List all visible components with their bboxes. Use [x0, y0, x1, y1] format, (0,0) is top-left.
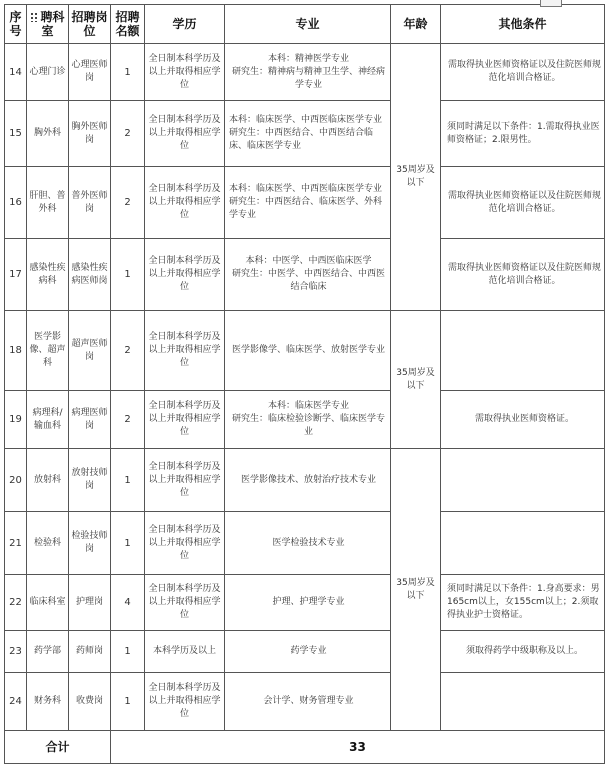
row-dept: 医学影像、超声科: [27, 311, 69, 391]
row-condition: 须同时满足以下条件：1.需取得执业医师资格证；2.限男性。: [441, 101, 605, 167]
row-position: 药师岗: [69, 631, 111, 673]
row-condition: 需取得执业医师资格证以及住院医师规范化培训合格证。: [441, 239, 605, 311]
row-position: 超声医师岗: [69, 311, 111, 391]
row-no: 20: [5, 449, 27, 512]
row-education: 全日制本科学历及以上并取得相应学位: [145, 44, 225, 101]
row-major: [225, 449, 391, 512]
table-row: [5, 575, 605, 631]
row-education: 全日制本科学历及以上并取得相应学位: [145, 575, 225, 631]
age-cell: 35周岁及以下: [391, 449, 441, 731]
major-line: 护理、护理学专业: [272, 597, 345, 607]
row-count: 2: [111, 311, 145, 391]
row-dept: 病理科/输血科: [27, 391, 69, 449]
row-position: 护理岗: [69, 575, 111, 631]
row-count: 1: [111, 44, 145, 101]
row-major: [225, 631, 391, 673]
row-major: [225, 44, 391, 101]
row-count: 1: [111, 239, 145, 311]
row-education: 全日制本科学历及以上并取得相应学位: [145, 101, 225, 167]
row-condition: 需取得执业医师资格证以及住院医师规范化培训合格证。: [441, 44, 605, 101]
row-condition: [441, 512, 605, 575]
row-count: 1: [111, 631, 145, 673]
row-no: 18: [5, 311, 27, 391]
table-row: [5, 44, 605, 101]
table-row: [5, 391, 605, 449]
age-cell: 35周岁及以下: [391, 311, 441, 449]
table-row: [5, 311, 605, 391]
row-major: [225, 391, 391, 449]
row-no: 16: [5, 167, 27, 239]
row-count: 2: [111, 167, 145, 239]
row-major: [225, 575, 391, 631]
header-position: 招聘岗位: [69, 5, 111, 44]
row-position: 收费岗: [69, 673, 111, 731]
header-age: 年龄: [391, 5, 441, 44]
header-no: 序号: [5, 5, 27, 44]
header-education: 学历: [145, 5, 225, 44]
row-education: 本科学历及以上: [145, 631, 225, 673]
row-major: [225, 311, 391, 391]
age-cell: 35周岁及以下: [391, 44, 441, 311]
total-label: 合计: [5, 731, 111, 764]
row-position: 病理医师岗: [69, 391, 111, 449]
row-condition: [441, 673, 605, 731]
row-count: 1: [111, 512, 145, 575]
major-line: 本科：中医学、中西医临床医学: [245, 256, 372, 266]
recruitment-table-sheet: [4, 4, 604, 764]
row-count: 4: [111, 575, 145, 631]
row-education: 全日制本科学历及以上并取得相应学位: [145, 311, 225, 391]
row-condition: [441, 311, 605, 391]
row-dept: 心理门诊: [27, 44, 69, 101]
dots-icon: [30, 12, 38, 22]
header-count: 招聘名额: [111, 5, 145, 44]
table-row: [5, 512, 605, 575]
major-line: 本科：临床医学、中西医临床医学专业: [229, 115, 383, 125]
header-row: [5, 5, 605, 44]
major-line: 本科：临床医学、中西医临床医学专业: [229, 184, 383, 194]
row-count: 1: [111, 673, 145, 731]
major-line: 医学影像学、临床医学、放射医学专业: [231, 345, 385, 355]
row-no: 22: [5, 575, 27, 631]
row-position: 胸外医师岗: [69, 101, 111, 167]
row-condition: 须同时满足以下条件：1.身高要求：男165cm以上，女155cm以上；2.须取得执业护士资格证。: [441, 575, 605, 631]
row-major: [225, 673, 391, 731]
header-major: 专业: [225, 5, 391, 44]
row-education: 全日制本科学历及以上并取得相应学位: [145, 239, 225, 311]
major-line: 研究生：临床检验诊断学、临床医学专业: [231, 414, 385, 437]
major-line: 会计学、财务管理专业: [263, 696, 354, 706]
row-condition: 需取得执业医师资格证。: [441, 391, 605, 449]
row-no: 21: [5, 512, 27, 575]
row-no: 17: [5, 239, 27, 311]
major-line: 药学专业: [290, 646, 327, 656]
row-position: 检验技师岗: [69, 512, 111, 575]
header-other: 其他条件: [441, 5, 605, 44]
row-position: 普外医师岗: [69, 167, 111, 239]
table-row: [5, 167, 605, 239]
page-tab-mark: [540, 0, 562, 7]
row-major: [225, 512, 391, 575]
row-no: 19: [5, 391, 27, 449]
major-line: 研究生：中西医结合、中西医结合临床、临床医学专业: [229, 128, 374, 151]
header-dept: 聘科室: [27, 5, 69, 44]
major-line: 本科：临床医学专业: [267, 401, 349, 411]
table-row: [5, 673, 605, 731]
row-position: 放射技师岗: [69, 449, 111, 512]
row-position: 心理医师岗: [69, 44, 111, 101]
row-dept: 药学部: [27, 631, 69, 673]
row-position: 感染性疾病医师岗: [69, 239, 111, 311]
row-no: 24: [5, 673, 27, 731]
major-line: 研究生：精神病与精神卫生学、神经病学专业: [231, 66, 385, 90]
row-condition: [441, 449, 605, 512]
row-no: 14: [5, 44, 27, 101]
table-row: [5, 239, 605, 311]
row-dept: 财务科: [27, 673, 69, 731]
row-count: 2: [111, 101, 145, 167]
row-dept: 胸外科: [27, 101, 69, 167]
row-count: 1: [111, 449, 145, 512]
row-major: [225, 239, 391, 311]
major-line: 研究生：中医学、中西医结合、中西医结合临床: [231, 269, 385, 292]
major-line: 本科：精神医学专业: [267, 53, 349, 64]
row-condition: 须取得药学中级职称及以上。: [441, 631, 605, 673]
row-education: 全日制本科学历及以上并取得相应学位: [145, 673, 225, 731]
table-row: [5, 101, 605, 167]
recruitment-table: [4, 4, 605, 764]
row-dept: 肝胆、普外科: [27, 167, 69, 239]
table-row: [5, 449, 605, 512]
row-condition: 需取得执业医师资格证以及住院医师规范化培训合格证。: [441, 167, 605, 239]
major-line: 医学影像技术、放射治疗技术专业: [240, 474, 376, 485]
row-education: 全日制本科学历及以上并取得相应学位: [145, 449, 225, 512]
row-education: 全日制本科学历及以上并取得相应学位: [145, 391, 225, 449]
row-dept: 检验科: [27, 512, 69, 575]
row-education: 全日制本科学历及以上并取得相应学位: [145, 167, 225, 239]
row-no: 15: [5, 101, 27, 167]
total-value: 33: [111, 731, 605, 764]
major-line: 医学检验技术专业: [272, 537, 345, 548]
total-row: [5, 731, 605, 764]
row-count: 2: [111, 391, 145, 449]
row-dept: 感染性疾病科: [27, 239, 69, 311]
row-dept: 临床科室: [27, 575, 69, 631]
row-no: 23: [5, 631, 27, 673]
row-dept: 放射科: [27, 449, 69, 512]
table-row: [5, 631, 605, 673]
row-education: 全日制本科学历及以上并取得相应学位: [145, 512, 225, 575]
major-line: 研究生：中西医结合、临床医学、外科学专业: [229, 197, 383, 220]
row-major: [225, 167, 391, 239]
row-major: [225, 101, 391, 167]
